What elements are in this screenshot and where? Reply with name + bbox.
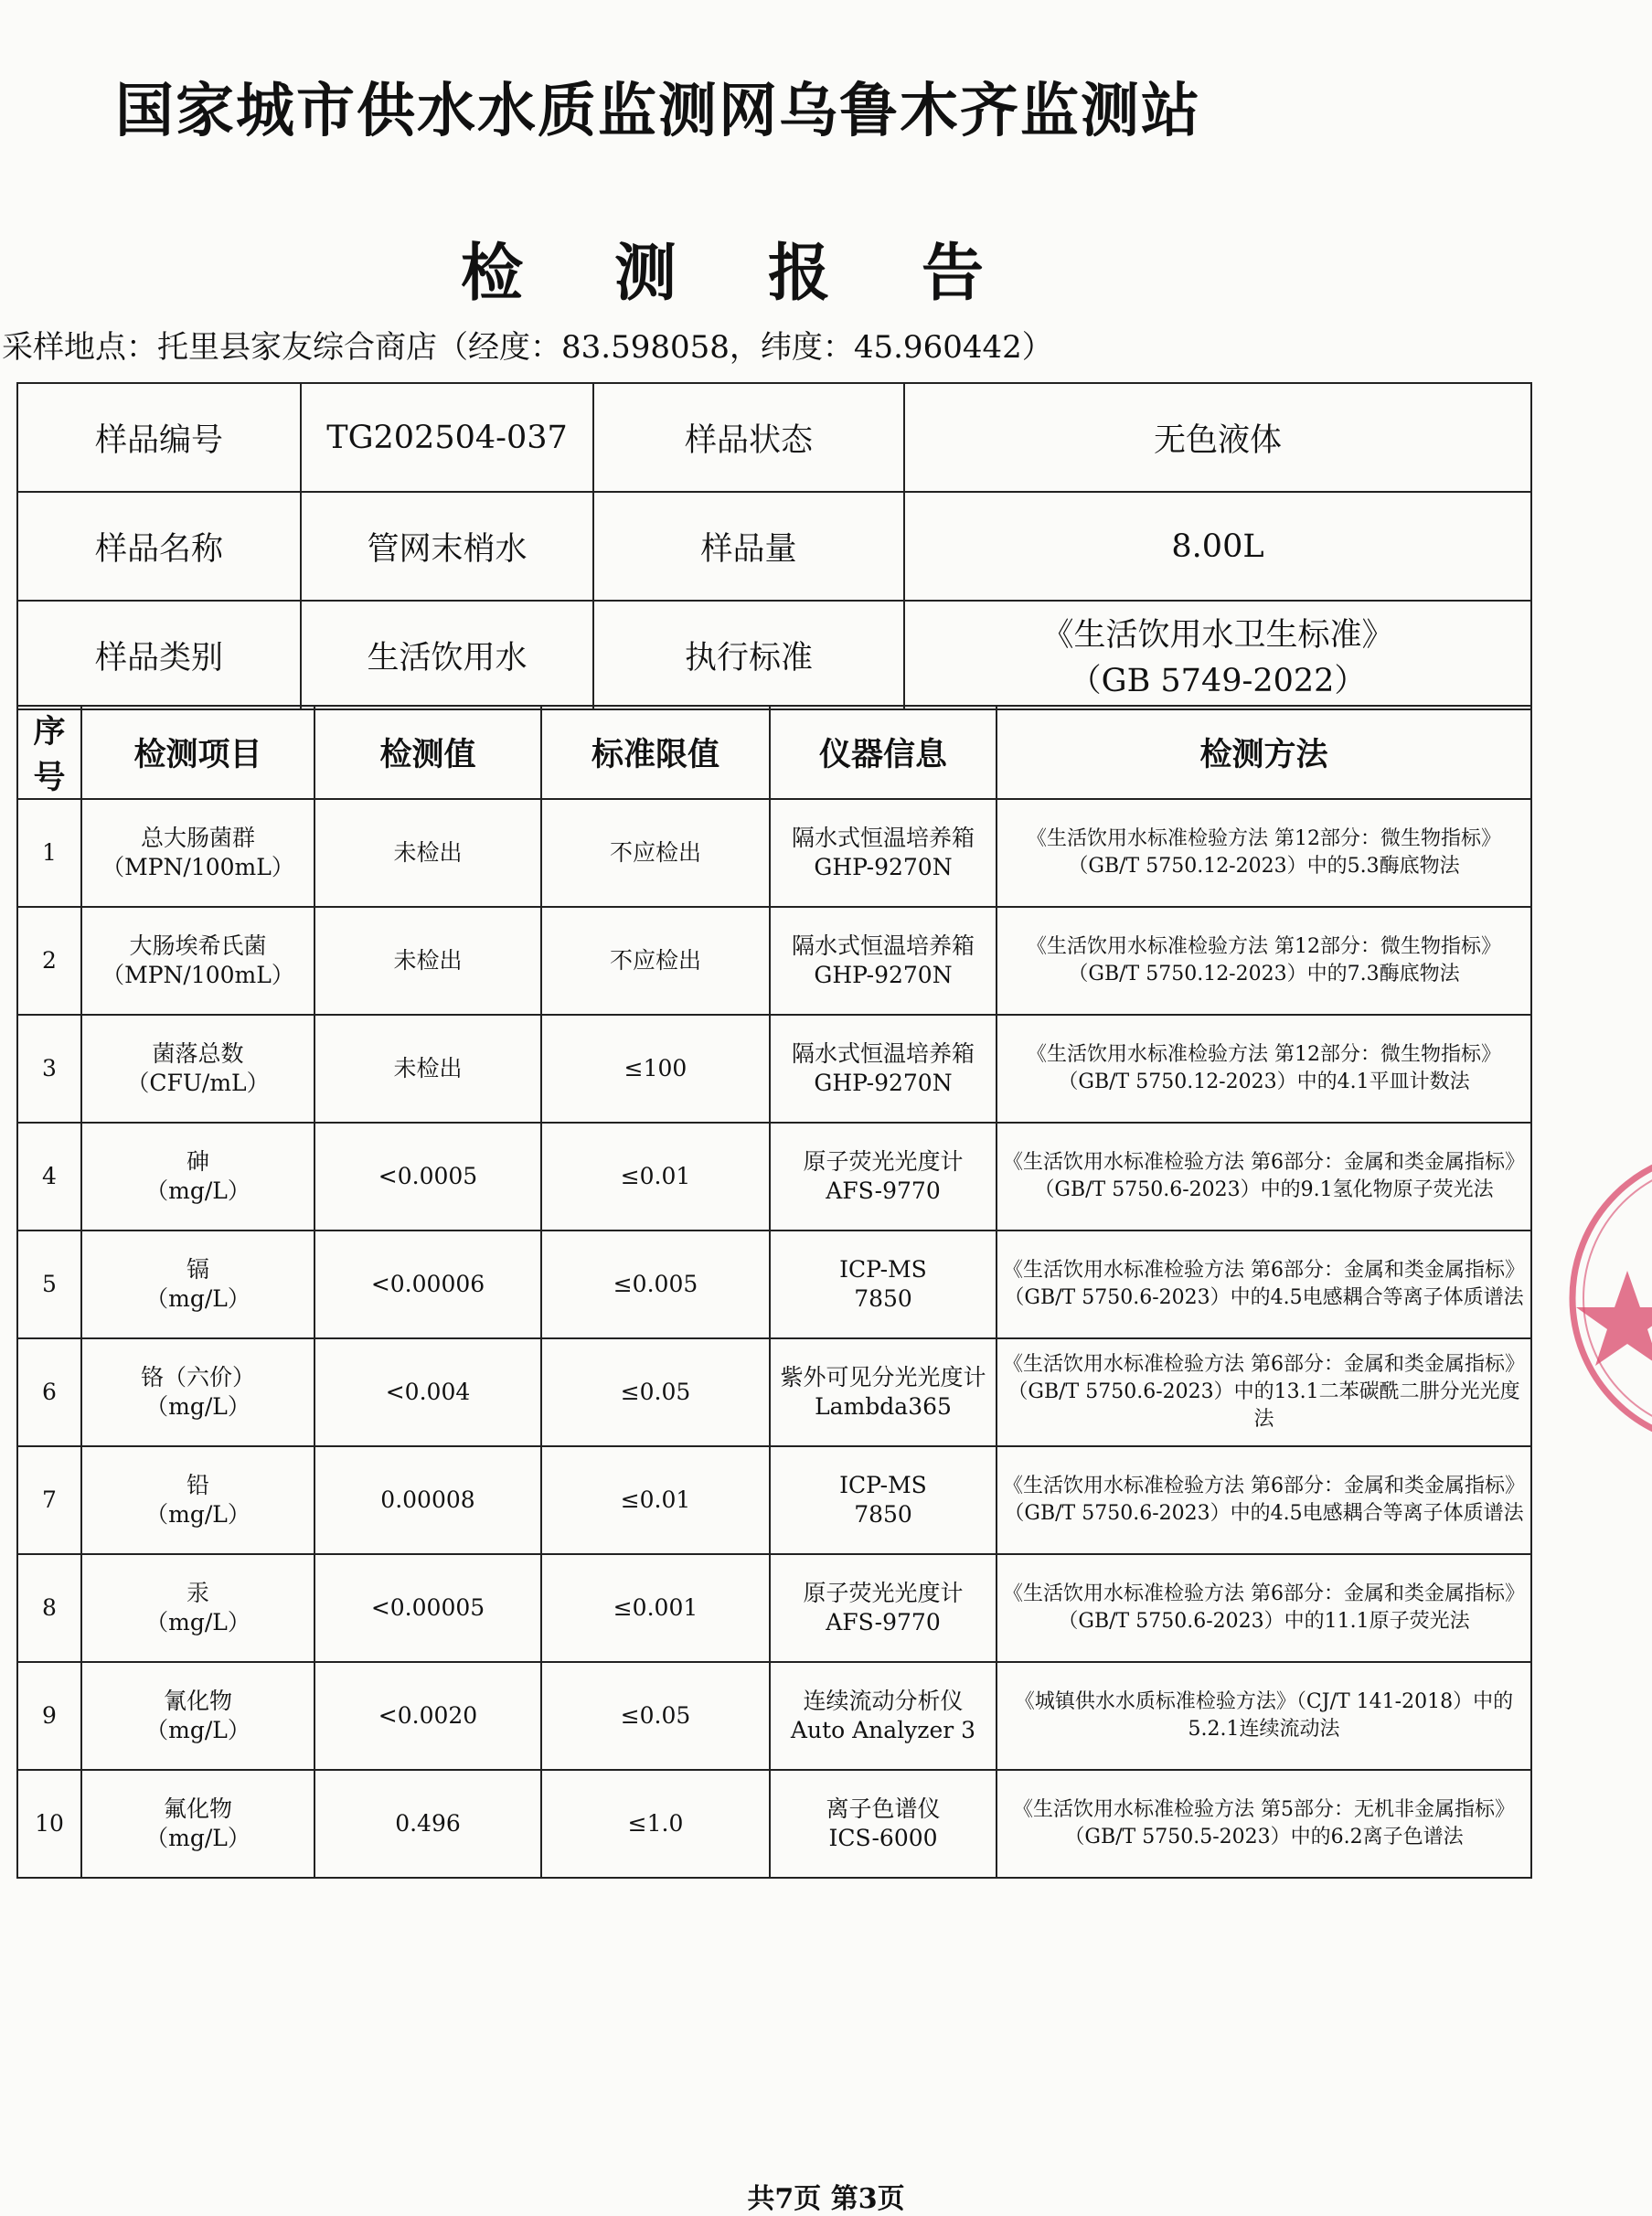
- sample-number-value: TG202504-037: [301, 383, 593, 492]
- result-limit: ≤0.05: [541, 1338, 770, 1446]
- result-instrument: [770, 1015, 997, 1123]
- result-instrument-name: 隔水式恒温培养箱: [791, 824, 975, 851]
- standard-value-name: 《生活饮用水卫生标准》: [1041, 616, 1394, 654]
- result-instrument: [770, 1231, 997, 1338]
- result-seq: 3: [17, 1015, 81, 1123]
- result-seq: 5: [17, 1231, 81, 1338]
- result-instrument: [770, 799, 997, 907]
- result-item-unit: （mg/L）: [145, 1285, 250, 1312]
- result-item-name: 汞: [186, 1579, 209, 1606]
- results-table: [16, 705, 1532, 1879]
- sample-amount-value: 8.00L: [904, 492, 1531, 601]
- result-seq: 8: [17, 1554, 81, 1662]
- result-item-unit: （MPN/100mL）: [101, 962, 294, 988]
- result-instrument-model: GHP-9270N: [814, 1070, 953, 1096]
- result-method: 《生活饮用水标准检验方法 第5部分：无机非金属指标》（GB/T 5750.5-2023）中的6.2离子色谱法: [997, 1770, 1531, 1878]
- result-item: [81, 1123, 314, 1231]
- result-limit: ≤0.05: [541, 1662, 770, 1770]
- result-limit: ≤1.0: [541, 1770, 770, 1878]
- result-instrument-name: 原子荧光光度计: [803, 1147, 964, 1175]
- result-row: [17, 1338, 1531, 1446]
- result-instrument-name: 隔水式恒温培养箱: [791, 932, 975, 959]
- sample-name-label: 样品名称: [17, 492, 301, 601]
- result-instrument: [770, 907, 997, 1015]
- header-value: 检测值: [314, 706, 541, 799]
- results-header-row: [17, 706, 1531, 799]
- sample-info-table: [16, 382, 1532, 710]
- result-row: [17, 907, 1531, 1015]
- result-method: 《生活饮用水标准检验方法 第6部分：金属和类金属指标》（GB/T 5750.6-2023）中的4.5电感耦合等离子体质谱法: [997, 1231, 1531, 1338]
- result-item: [81, 1662, 314, 1770]
- result-limit: ≤0.005: [541, 1231, 770, 1338]
- sample-amount-label: 样品量: [593, 492, 904, 601]
- result-instrument: [770, 1662, 997, 1770]
- result-item-name: 总大肠菌群: [140, 824, 255, 851]
- result-item-unit: （mg/L）: [145, 1717, 250, 1743]
- result-seq: 4: [17, 1123, 81, 1231]
- result-item-name: 镉: [186, 1255, 209, 1283]
- sample-category-label: 样品类别: [17, 601, 301, 709]
- sample-name-value: 管网末梢水: [301, 492, 593, 601]
- result-item: [81, 1015, 314, 1123]
- sample-info-row: [17, 383, 1531, 492]
- result-item-name: 大肠埃希氏菌: [129, 932, 267, 959]
- sample-number-label: 样品编号: [17, 383, 301, 492]
- result-row: [17, 1554, 1531, 1662]
- result-row: [17, 1662, 1531, 1770]
- result-seq: 6: [17, 1338, 81, 1446]
- result-value: <0.00006: [314, 1231, 541, 1338]
- result-value: 0.00008: [314, 1446, 541, 1554]
- result-instrument-model: GHP-9270N: [814, 854, 953, 880]
- result-item-unit: （mg/L）: [145, 1825, 250, 1851]
- result-instrument-model: AFS-9770: [826, 1609, 941, 1635]
- result-limit: 不应检出: [541, 799, 770, 907]
- star-icon: [1576, 1271, 1652, 1366]
- result-row: [17, 1123, 1531, 1231]
- result-item-name: 铬（六价）: [140, 1363, 255, 1390]
- result-method: 《生活饮用水标准检验方法 第6部分：金属和类金属指标》（GB/T 5750.6-2023）中的11.1原子荧光法: [997, 1554, 1531, 1662]
- report-title: 检测报告: [460, 238, 1075, 310]
- result-instrument-model: Auto Analyzer 3: [790, 1717, 976, 1743]
- result-instrument-name: 连续流动分析仪: [803, 1687, 964, 1714]
- result-instrument-name: 离子色谱仪: [826, 1795, 941, 1822]
- sample-state-label: 样品状态: [593, 383, 904, 492]
- result-row: [17, 1446, 1531, 1554]
- result-item-unit: （CFU/mL）: [126, 1070, 270, 1096]
- sampling-location: 采样地点：托里县家友综合商店（经度：83.598058，纬度：45.960442）: [2, 329, 1053, 366]
- result-instrument-name: ICP-MS: [839, 1471, 927, 1498]
- result-method: 《生活饮用水标准检验方法 第12部分：微生物指标》（GB/T 5750.12-2023）中的4.1平皿计数法: [997, 1015, 1531, 1123]
- result-item: [81, 1446, 314, 1554]
- sample-info-row: [17, 601, 1531, 709]
- result-instrument-model: ICS-6000: [828, 1825, 938, 1851]
- result-item: [81, 1338, 314, 1446]
- result-row: [17, 1770, 1531, 1878]
- result-item-name: 铅: [186, 1471, 209, 1498]
- page-info: 共7页 第3页: [747, 2183, 905, 2215]
- result-instrument: [770, 1770, 997, 1878]
- result-row: [17, 1015, 1531, 1123]
- result-limit: ≤0.001: [541, 1554, 770, 1662]
- result-seq: 10: [17, 1770, 81, 1878]
- result-limit: ≤100: [541, 1015, 770, 1123]
- result-instrument: [770, 1338, 997, 1446]
- result-item: [81, 799, 314, 907]
- org-name: 国家城市供水水质监测网乌鲁木齐监测站: [115, 78, 1201, 145]
- header-method: 检测方法: [997, 706, 1531, 799]
- result-seq: 7: [17, 1446, 81, 1554]
- result-seq: 1: [17, 799, 81, 907]
- result-method: 《城镇供水水质标准检验方法》（CJ/T 141-2018）中的5.2.1连续流动法: [997, 1662, 1531, 1770]
- result-value: <0.0005: [314, 1123, 541, 1231]
- standard-value: [904, 601, 1531, 709]
- result-item-unit: （MPN/100mL）: [101, 854, 294, 880]
- result-instrument-model: 7850: [854, 1501, 912, 1528]
- result-value: <0.0020: [314, 1662, 541, 1770]
- result-instrument-name: 隔水式恒温培养箱: [791, 1039, 975, 1067]
- result-item: [81, 1231, 314, 1338]
- result-item-unit: （mg/L）: [145, 1177, 250, 1204]
- header-seq: 序号: [17, 706, 81, 799]
- result-limit: ≤0.01: [541, 1446, 770, 1554]
- result-seq: 9: [17, 1662, 81, 1770]
- result-instrument-model: Lambda365: [815, 1393, 952, 1420]
- result-row: [17, 1231, 1531, 1338]
- result-limit: 不应检出: [541, 907, 770, 1015]
- red-seal-stamp: [1508, 1124, 1652, 1472]
- result-instrument-model: AFS-9770: [826, 1177, 941, 1204]
- standard-value-code: （GB 5749-2022）: [1069, 662, 1367, 699]
- result-item: [81, 907, 314, 1015]
- header-instrument: 仪器信息: [770, 706, 997, 799]
- sample-category-value: 生活饮用水: [301, 601, 593, 709]
- standard-label: 执行标准: [593, 601, 904, 709]
- result-instrument-model: GHP-9270N: [814, 962, 953, 988]
- result-item-name: 氰化物: [163, 1687, 232, 1714]
- result-instrument-model: 7850: [854, 1285, 912, 1312]
- result-value: <0.00005: [314, 1554, 541, 1662]
- result-instrument-name: ICP-MS: [839, 1255, 927, 1283]
- header-limit: 标准限值: [541, 706, 770, 799]
- results-body: [17, 799, 1531, 1878]
- result-item-unit: （mg/L）: [145, 1609, 250, 1635]
- result-item-unit: （mg/L）: [145, 1501, 250, 1528]
- result-instrument-name: 紫外可见分光光度计: [780, 1363, 986, 1390]
- result-value: 0.496: [314, 1770, 541, 1878]
- result-method: 《生活饮用水标准检验方法 第6部分：金属和类金属指标》（GB/T 5750.6-2023）中的9.1氢化物原子荧光法: [997, 1123, 1531, 1231]
- result-item-name: 氟化物: [163, 1795, 232, 1822]
- result-seq: 2: [17, 907, 81, 1015]
- result-item-name: 菌落总数: [152, 1039, 244, 1067]
- result-method: 《生活饮用水标准检验方法 第6部分：金属和类金属指标》（GB/T 5750.6-2023）中的4.5电感耦合等离子体质谱法: [997, 1446, 1531, 1554]
- result-instrument-name: 原子荧光光度计: [803, 1579, 964, 1606]
- result-value: 未检出: [314, 907, 541, 1015]
- sample-info-row: [17, 492, 1531, 601]
- result-item: [81, 1554, 314, 1662]
- result-instrument: [770, 1554, 997, 1662]
- result-method: 《生活饮用水标准检验方法 第12部分：微生物指标》（GB/T 5750.12-2023）中的7.3酶底物法: [997, 907, 1531, 1015]
- result-method: 《生活饮用水标准检验方法 第12部分：微生物指标》（GB/T 5750.12-2023）中的5.3酶底物法: [997, 799, 1531, 907]
- result-instrument: [770, 1446, 997, 1554]
- result-value: 未检出: [314, 799, 541, 907]
- result-value: <0.004: [314, 1338, 541, 1446]
- result-item-name: 砷: [186, 1147, 209, 1175]
- result-limit: ≤0.01: [541, 1123, 770, 1231]
- result-item-unit: （mg/L）: [145, 1393, 250, 1420]
- sample-state-value: 无色液体: [904, 383, 1531, 492]
- result-item: [81, 1770, 314, 1878]
- header-item: 检测项目: [81, 706, 314, 799]
- result-instrument: [770, 1123, 997, 1231]
- result-method: 《生活饮用水标准检验方法 第6部分：金属和类金属指标》（GB/T 5750.6-2023）中的13.1二苯碳酰二肼分光光度法: [997, 1338, 1531, 1446]
- result-value: 未检出: [314, 1015, 541, 1123]
- result-row: [17, 799, 1531, 907]
